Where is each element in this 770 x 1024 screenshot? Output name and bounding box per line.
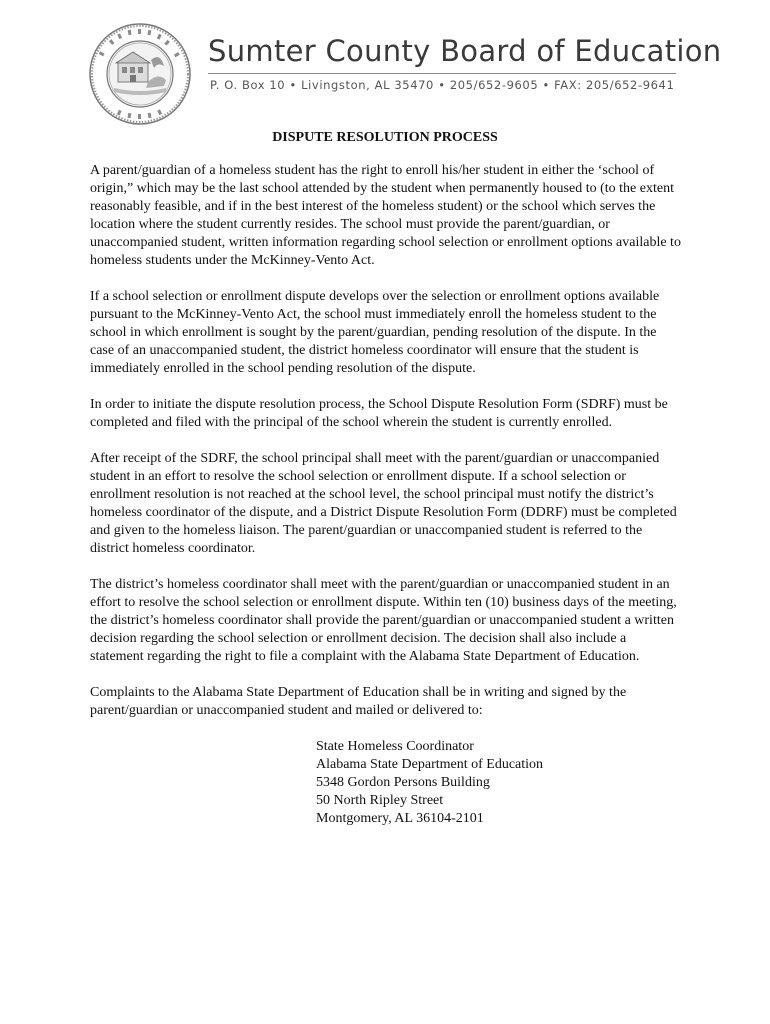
org-name: Sumter County Board of Education (208, 34, 722, 68)
address-line: 50 North Ripley Street (316, 793, 444, 808)
header-divider (208, 73, 676, 74)
paragraph-dispute-enrollment: If a school selection or enrollment dispute develops over the selection or enrollment options available pursuant to the McKinney-Vento Act, the school must immediately enroll the homeless student to the school in which enrollment is sought by the parent/guardian, pending resolution of the dispute. In the case of an unaccompanied student, the district homeless coordinator will ensure that the student is immediately enrolled in the school pending resolution of the dispute. (90, 289, 660, 376)
address-line: Alabama State Department of Education (316, 757, 544, 772)
document-body (90, 162, 682, 828)
paragraph-enrollment-rights: A parent/guardian of a homeless student has the right to enroll his/her student in either the ‘school of origin,” which may be the last school attended by the student when permanently housed to (to the extent reasonably feasible, and if in the best interest of the homeless student) or the school which serves the location where the student currently resides. The school must provide the parent/guardian, or unaccompanied student, written information regarding school selection or enrollment options available to homeless students under the McKinney-Vento Act. (90, 163, 681, 268)
paragraph-coordinator-meeting: The district’s homeless coordinator shall meet with the parent/guardian or unaccompanied student in an effort to resolve the school selection or enrollment dispute. Within ten (10) business days of the meeting, the district’s homeless coordinator shall provide the parent/guardian or unaccompanied student a written decision regarding the school selection or enrollment decision. The decision shall also include a statement regarding the right to file a complaint with the Alabama State Department of Education. (90, 577, 677, 664)
contact-line: P. O. Box 10 • Livingston, AL 35470 • 205/652-9605 • FAX: 205/652-9641 (210, 78, 675, 92)
address-line: State Homeless Coordinator (316, 739, 474, 754)
address-line: Montgomery, AL 36104-2101 (316, 811, 484, 826)
paragraph-principal-meeting: After receipt of the SDRF, the school principal shall meet with the parent/guardian or unaccompanied student in an effort to resolve the school selection or enrollment dispute. If a school selection or enrollment resolution is not reached at the school level, the school principal must notify the district’s homeless coordinator of the dispute, and a District Dispute Resolution Form (DDRF) must be completed and given to the homeless liaison. The parent/guardian or unaccompanied student is referred to the district homeless coordinator. (90, 451, 677, 556)
county-seal-icon (88, 22, 192, 126)
mailing-address (316, 738, 682, 828)
address-line: 5348 Gordon Persons Building (316, 775, 490, 790)
paragraph-complaints: Complaints to the Alabama State Department of Education shall be in writing and signed by the parent/guardian or unaccompanied student and mailed or delivered to: (90, 685, 627, 718)
paragraph-initiate-process: In order to initiate the dispute resolution process, the School Dispute Resolution Form (SDRF) must be completed and filed with the principal of the school wherein the student is currently enrolled. (90, 397, 668, 430)
document-title: DISPUTE RESOLUTION PROCESS (272, 130, 498, 145)
